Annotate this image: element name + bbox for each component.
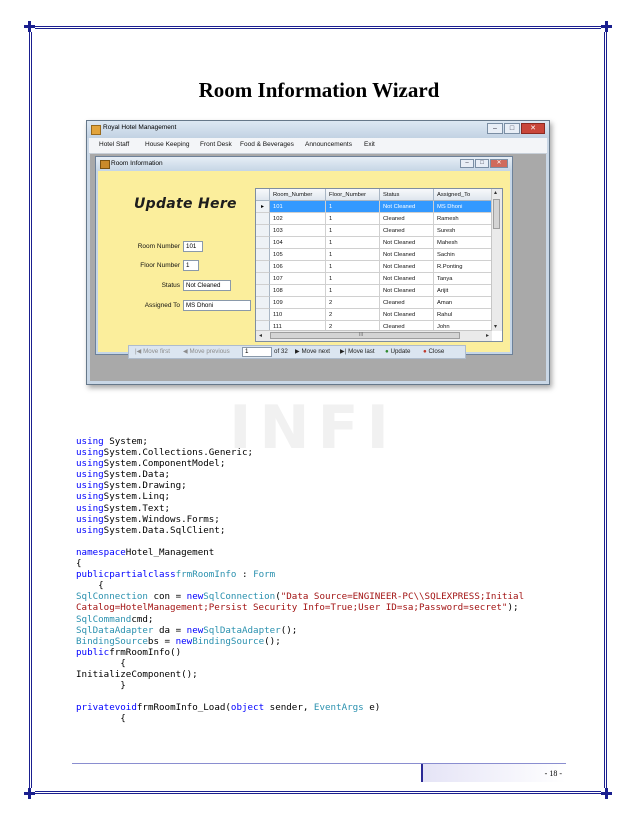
code-token: bs = (147, 635, 176, 647)
watermark-logo: INFI (229, 393, 397, 463)
close-icon: ● (423, 348, 427, 355)
row-header-cell[interactable] (256, 261, 270, 273)
row-header-cell[interactable] (256, 249, 270, 261)
code-token: partial (109, 569, 148, 581)
cell-status[interactable]: Not Cleaned (380, 249, 434, 261)
cell-assigned-to[interactable]: Tanya (434, 273, 492, 285)
code-line (76, 580, 524, 591)
code-token: BindingSource (76, 635, 148, 647)
code-token: using (76, 436, 104, 447)
row-header-cell[interactable] (256, 285, 270, 297)
code-token: con = (147, 591, 187, 603)
code-line (76, 480, 524, 491)
menu-item-exit[interactable]: Exit (364, 141, 375, 148)
form-close-button[interactable]: ✕ (490, 159, 508, 168)
code-token: : (236, 569, 254, 581)
code-token: (); (264, 635, 281, 647)
code-listing (76, 436, 524, 724)
cell-status[interactable]: Cleaned (380, 321, 434, 333)
code-token: SqlConnection (76, 591, 148, 603)
code-line (76, 591, 524, 602)
cell-room-number[interactable]: 108 (270, 285, 326, 297)
row-header-cell[interactable] (256, 273, 270, 285)
page-number-badge (421, 764, 566, 782)
scroll-down-icon[interactable]: ▾ (494, 324, 498, 330)
form-title: Room Information (111, 160, 163, 167)
grid-horizontal-scroll-thumb[interactable] (270, 332, 460, 339)
cell-floor-number[interactable]: 1 (326, 201, 380, 213)
code-token: Catalog=HotelManagement;Persist Security Info=True;User ID=sa;Password=secret" (76, 602, 508, 614)
cell-assigned-to[interactable]: Mahesh (434, 237, 492, 249)
code-token: new (186, 591, 204, 603)
cell-room-number[interactable]: 106 (270, 261, 326, 273)
code-token: { (76, 558, 82, 570)
code-line (76, 614, 524, 625)
code-line (76, 469, 524, 480)
code-token: class (147, 569, 176, 581)
grid-horizontal-scrollbar[interactable] (256, 330, 492, 341)
code-line (76, 569, 524, 580)
form-minimize-button[interactable]: – (460, 159, 474, 168)
scroll-up-icon[interactable]: ▴ (494, 190, 498, 196)
cell-status[interactable]: Not Cleaned (380, 201, 434, 213)
row-header-cell[interactable] (256, 309, 270, 321)
code-token: using (76, 469, 104, 481)
minimize-button[interactable]: – (487, 123, 503, 134)
cell-status[interactable]: Not Cleaned (380, 237, 434, 249)
code-token: e) (363, 702, 381, 714)
first-icon: |◀ (135, 348, 144, 355)
form-icon (100, 160, 110, 169)
move-first-button[interactable]: |◀ Move first (135, 348, 170, 355)
table-row[interactable] (256, 213, 492, 225)
code-token: System.Windows.Forms; (103, 513, 220, 525)
cell-status[interactable]: Cleaned (380, 225, 434, 237)
code-token: SqlDataAdapter (203, 624, 281, 636)
table-row[interactable] (256, 285, 492, 297)
code-line (76, 713, 524, 724)
column-header-room-number[interactable]: Room_Number (270, 189, 326, 201)
code-token: sender, (264, 702, 314, 714)
border-corner-ornament (601, 21, 612, 32)
app-title: Royal Hotel Management (103, 124, 177, 131)
cell-assigned-to[interactable]: MS Dhoni (434, 201, 492, 213)
cell-status[interactable]: Not Cleaned (380, 273, 434, 285)
code-token: SqlCommand (76, 613, 132, 625)
previous-icon: ◀ (183, 348, 190, 355)
table-row[interactable] (256, 261, 492, 273)
cell-floor-number[interactable]: 1 (326, 237, 380, 249)
table-row[interactable] (256, 273, 492, 285)
code-line (76, 458, 524, 469)
table-row[interactable] (256, 297, 492, 309)
binding-navigator (128, 345, 466, 359)
code-token: { (76, 657, 126, 669)
window-controls (486, 123, 545, 134)
code-token: public (76, 646, 110, 658)
app-titlebar (87, 121, 549, 138)
grid-header-row (256, 189, 492, 201)
status-field[interactable]: Not Cleaned (183, 280, 231, 291)
form-window-controls (459, 159, 508, 168)
cell-floor-number[interactable]: 1 (326, 285, 380, 297)
cell-room-number[interactable]: 110 (270, 309, 326, 321)
code-token: System.Data; (103, 469, 171, 481)
border-corner-ornament (601, 788, 612, 799)
code-line (76, 680, 524, 691)
cell-assigned-to[interactable]: Sachin (434, 249, 492, 261)
record-count: of 32 (274, 348, 288, 355)
code-line (76, 436, 524, 447)
cell-assigned-to[interactable]: Arijit (434, 285, 492, 297)
cell-status[interactable]: Cleaned (380, 297, 434, 309)
code-token: SqlDataAdapter (76, 624, 154, 636)
code-token: frmRoomInfo (175, 569, 237, 581)
scroll-left-icon[interactable]: ◂ (259, 333, 263, 339)
update-heading: Update Here (134, 196, 237, 212)
code-line (76, 691, 524, 702)
cell-assigned-to[interactable]: R.Ponting (434, 261, 492, 273)
form-titlebar (96, 157, 512, 170)
code-token: { (76, 713, 126, 725)
code-token: using (76, 524, 104, 536)
code-token: System.ComponentModel; (103, 458, 226, 470)
code-token: { (76, 580, 104, 592)
code-token: System.Linq; (103, 491, 171, 503)
app-window (86, 120, 550, 385)
code-line (76, 547, 524, 558)
row-header-cell[interactable] (256, 237, 270, 249)
cell-status[interactable]: Not Cleaned (380, 261, 434, 273)
code-token: da = (153, 624, 187, 636)
cell-floor-number[interactable]: 1 (326, 225, 380, 237)
row-header-cell[interactable] (256, 297, 270, 309)
cell-floor-number[interactable]: 2 (326, 309, 380, 321)
floor-number-field[interactable]: 1 (183, 260, 199, 271)
cell-room-number[interactable]: 105 (270, 249, 326, 261)
code-token: new (186, 624, 204, 636)
code-token: System.Drawing; (103, 480, 187, 492)
maximize-button[interactable]: □ (504, 123, 520, 134)
code-line (76, 702, 524, 713)
code-token: EventArgs (313, 702, 364, 714)
move-last-button[interactable]: ▶| Move last (340, 348, 375, 355)
column-header-assigned-to[interactable]: Assigned_To (434, 189, 492, 201)
border-corner-ornament (24, 21, 35, 32)
code-token: Form (253, 569, 276, 581)
cell-floor-number[interactable]: 2 (326, 321, 380, 333)
cell-room-number[interactable]: 101 (270, 201, 326, 213)
menu-item-announcements[interactable]: Announcements (305, 141, 352, 148)
column-header-status[interactable]: Status (380, 189, 434, 201)
code-line (76, 636, 524, 647)
grid-vertical-scrollbar[interactable] (491, 189, 502, 331)
move-next-button[interactable]: ▶ Move next (295, 348, 331, 355)
code-token: Hotel_Management (125, 546, 215, 558)
cell-floor-number[interactable]: 1 (326, 273, 380, 285)
update-button[interactable]: ● Update (385, 348, 411, 355)
menu-item-hotel-staff[interactable]: Hotel Staff (99, 141, 130, 148)
update-icon: ● (385, 348, 389, 355)
code-line (76, 558, 524, 569)
cell-assigned-to[interactable]: Ramesh (434, 213, 492, 225)
table-row[interactable] (256, 237, 492, 249)
column-header-floor-number[interactable]: Floor_Number (326, 189, 380, 201)
grid-corner-cell (256, 189, 270, 201)
code-token: System; (103, 436, 148, 447)
code-line (76, 602, 524, 613)
code-line (76, 514, 524, 525)
code-line (76, 625, 524, 636)
form-maximize-button[interactable]: □ (475, 159, 489, 168)
code-token: BindingSource (192, 635, 265, 647)
code-token: (); (280, 624, 298, 636)
table-row[interactable] (256, 249, 492, 261)
row-header-cell[interactable] (256, 213, 270, 225)
code-line (76, 536, 524, 547)
cell-floor-number[interactable]: 1 (326, 213, 380, 225)
cell-assigned-to[interactable]: Rahul (434, 309, 492, 321)
code-token: using (76, 480, 104, 492)
menu-item-house-keeping[interactable]: House Keeping (145, 141, 190, 148)
page-number: - 18 - (544, 769, 562, 778)
code-token: ); (507, 602, 519, 614)
code-token: void (114, 702, 137, 714)
code-token: using (76, 447, 104, 459)
cell-room-number[interactable]: 102 (270, 213, 326, 225)
code-token: InitializeComponent(); (76, 668, 198, 680)
cell-status[interactable]: Not Cleaned (380, 285, 434, 297)
code-token: using (76, 513, 104, 525)
position-input[interactable]: 1 (242, 347, 272, 357)
code-token: cmd; (131, 613, 154, 625)
scroll-grip: III (359, 332, 364, 338)
code-line (76, 658, 524, 669)
code-token: namespace (76, 546, 126, 558)
cell-room-number[interactable]: 104 (270, 237, 326, 249)
code-line (76, 647, 524, 658)
room-data-grid[interactable] (255, 188, 503, 342)
row-header-cell[interactable] (256, 225, 270, 237)
code-line (76, 447, 524, 458)
cell-floor-number[interactable]: 2 (326, 297, 380, 309)
floor-number-label: Floor Number (140, 262, 180, 269)
code-token: new (175, 635, 193, 647)
code-line (76, 525, 524, 536)
next-icon: ▶ (295, 348, 302, 355)
cell-assigned-to[interactable]: Aman (434, 297, 492, 309)
status-label: Status (161, 282, 180, 289)
code-token: System.Collections.Generic; (103, 447, 254, 459)
code-token: using (76, 458, 104, 470)
scroll-right-icon[interactable]: ▸ (485, 333, 489, 339)
cell-floor-number[interactable]: 1 (326, 261, 380, 273)
move-previous-button[interactable]: ◀ Move previous (183, 348, 230, 355)
form-client-area (98, 171, 510, 355)
code-line (76, 491, 524, 502)
grid-vertical-scroll-thumb[interactable] (493, 199, 500, 229)
cell-room-number[interactable]: 109 (270, 297, 326, 309)
border-corner-ornament (24, 788, 35, 799)
code-line (76, 503, 524, 514)
code-line (76, 669, 524, 680)
code-token: public (76, 569, 110, 581)
close-form-button[interactable]: ● Close (423, 348, 445, 355)
menu-bar (89, 138, 547, 154)
cell-assigned-to[interactable]: John (434, 321, 492, 333)
room-number-field[interactable]: 101 (183, 241, 203, 252)
code-token: frmRoomInfo_Load( (136, 702, 231, 714)
room-number-label: Room Number (137, 243, 180, 250)
app-icon (91, 125, 101, 135)
room-information-form (95, 156, 513, 355)
code-token: "Data Source=ENGINEER-PC\\SQLEXPRESS;Initial (280, 591, 525, 603)
code-token: using (76, 502, 104, 514)
code-token: frmRoomInfo() (109, 646, 182, 658)
code-token: private (76, 702, 115, 714)
page-title: Room Information Wizard (198, 78, 440, 102)
code-token: System.Text; (103, 502, 171, 514)
code-token: ( (275, 591, 281, 603)
last-icon: ▶| (340, 348, 349, 355)
code-token: } (76, 680, 126, 692)
cell-assigned-to[interactable]: Suresh (434, 225, 492, 237)
table-row[interactable] (256, 201, 492, 213)
table-row[interactable] (256, 309, 492, 321)
assigned-to-label: Assigned To (144, 302, 180, 309)
cell-room-number[interactable]: 103 (270, 225, 326, 237)
assigned-to-field[interactable]: MS Dhoni (183, 300, 251, 311)
row-header-cell[interactable]: ▸ (256, 201, 270, 213)
menu-item-food-beverages[interactable]: Food & Beverages (240, 141, 294, 148)
code-token: using (76, 491, 104, 503)
cell-status[interactable]: Not Cleaned (380, 309, 434, 321)
menu-item-front-desk[interactable]: Front Desk (200, 141, 232, 148)
code-token: System.Data.SqlClient; (103, 524, 226, 536)
close-button[interactable]: ✕ (521, 123, 545, 134)
cell-status[interactable]: Cleaned (380, 213, 434, 225)
cell-room-number[interactable]: 111 (270, 321, 326, 333)
table-row[interactable] (256, 225, 492, 237)
cell-room-number[interactable]: 107 (270, 273, 326, 285)
code-token: object (230, 702, 265, 714)
code-token: SqlConnection (203, 591, 276, 603)
cell-floor-number[interactable]: 1 (326, 249, 380, 261)
